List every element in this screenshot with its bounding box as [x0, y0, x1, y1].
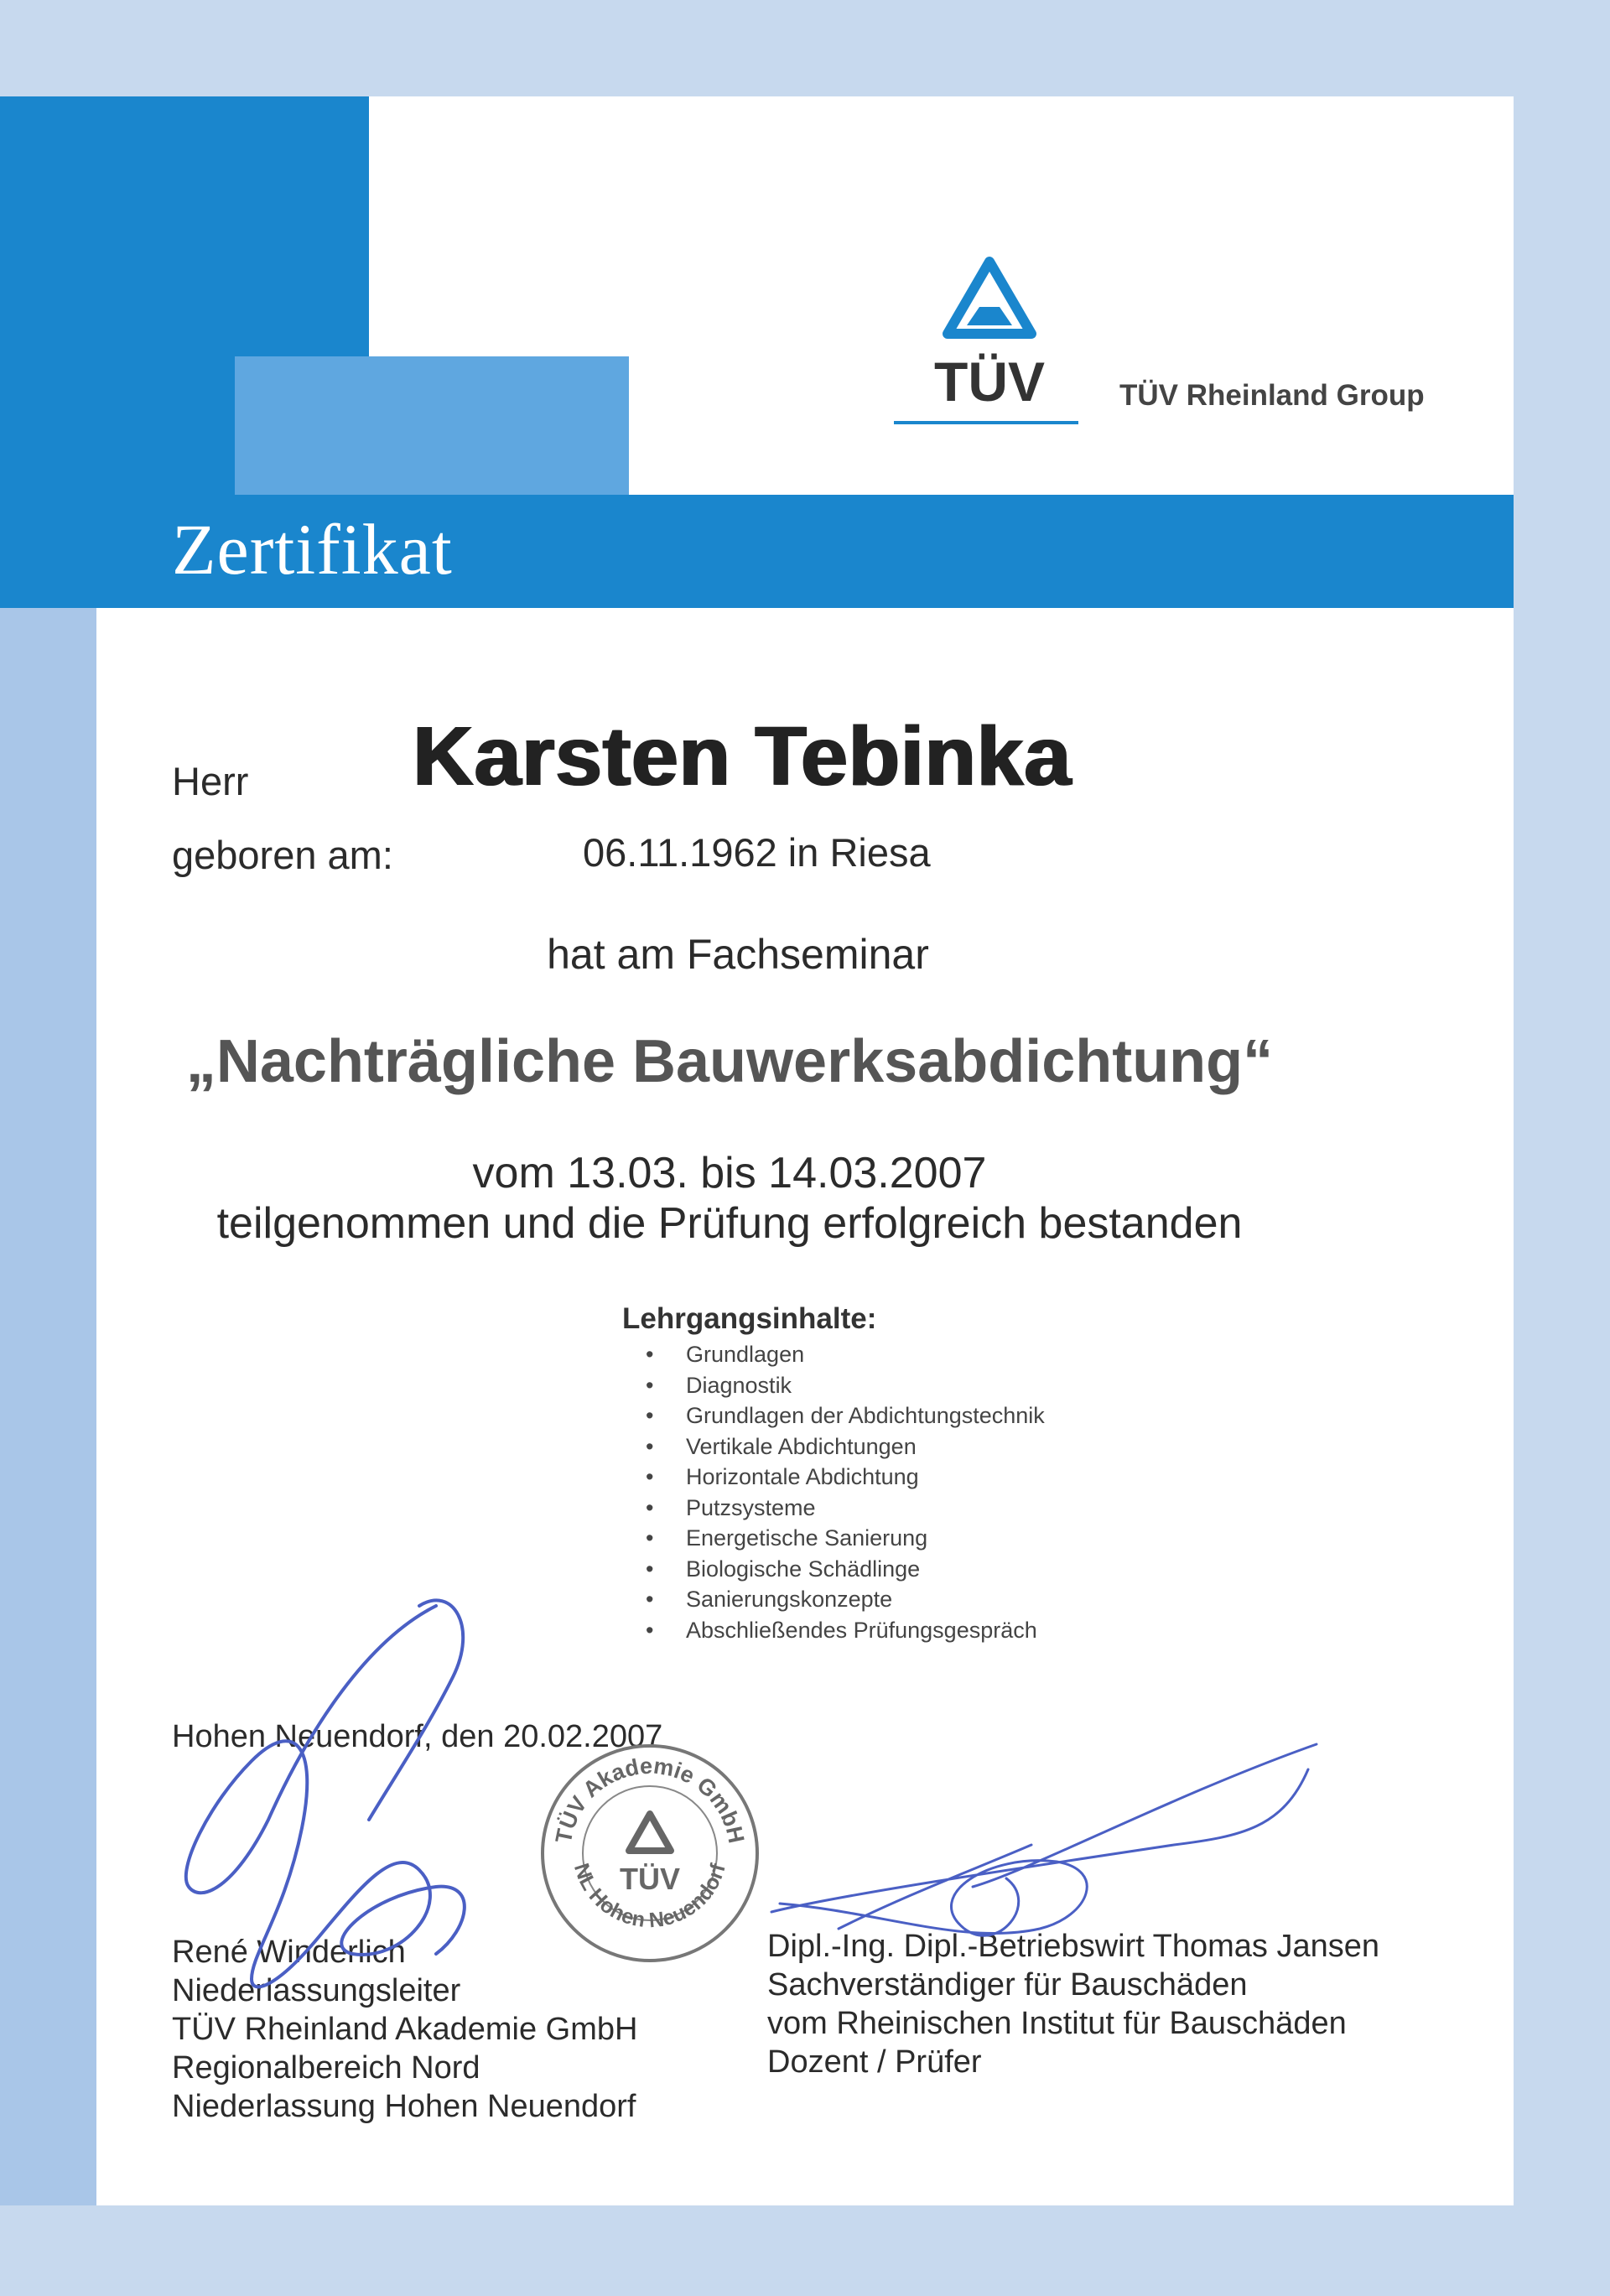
list-item: • Abschließendes Prüfungsgespräch — [646, 1615, 1233, 1646]
signatory-left-line: Regionalbereich Nord — [172, 2050, 480, 2086]
signatory-left-line: Niederlassungsleiter — [172, 1973, 461, 2008]
signatory-left-line: René Winderlich — [172, 1935, 406, 1970]
list-item: • Diagnostik — [646, 1370, 1233, 1401]
signatory-right-line: Dozent / Prüfer — [767, 2044, 982, 2080]
result-statement: teilgenommen und die Prüfung erfolgreich bestanden — [216, 1199, 1243, 1248]
stamp-seal-icon — [537, 1740, 763, 1966]
born-value: 06.11.1962 in Riesa — [583, 830, 931, 875]
tuv-triangle-icon — [889, 252, 1090, 428]
list-item: • Sanierungskonzepte — [646, 1584, 1233, 1615]
tuv-wordmark: TÜV — [934, 351, 1045, 413]
born-label: geboren am: — [172, 833, 393, 877]
salutation: Herr — [172, 759, 249, 803]
signatory-right-line: vom Rheinischen Institut für Bauschäden — [767, 2006, 1347, 2041]
recipient-name: Karsten Tebinka — [413, 709, 1072, 803]
seminar-title: „Nachträgliche Bauwerksabdichtung“ — [185, 1028, 1274, 1095]
list-item: • Grundlagen der Abdichtungstechnik — [646, 1400, 1233, 1431]
stamp-bottom-text: NL Hohen Neuendorf — [569, 1860, 730, 1933]
signatory-right — [767, 1927, 1379, 2081]
list-item: • Horizontale Abdichtung — [646, 1462, 1233, 1493]
list-item: • Vertikale Abdichtungen — [646, 1431, 1233, 1462]
svg-text:TÜV Akademie GmbH — [551, 1753, 750, 1846]
list-item: • Energetische Sanierung — [646, 1523, 1233, 1554]
light-blue-square — [235, 356, 629, 503]
stamp-wordmark: TÜV — [620, 1862, 680, 1896]
contents-list — [646, 1339, 1233, 1645]
group-name: TÜV Rheinland Group — [1119, 379, 1425, 412]
seminar-intro: hat am Fachseminar — [547, 931, 929, 978]
official-stamp — [537, 1740, 763, 1966]
stamp-top-text: TÜV Akademie GmbH — [550, 1753, 750, 1846]
signatory-left-line: Niederlassung Hohen Neuendorf — [172, 2089, 636, 2124]
signatory-left-line: TÜV Rheinland Akademie GmbH — [172, 2012, 638, 2047]
list-item: • Biologische Schädlinge — [646, 1554, 1233, 1585]
certificate-title: Zertifikat — [172, 509, 453, 590]
signatory-right-line: Dipl.-Ing. Dipl.-Betriebswirt Thomas Jansen — [767, 1929, 1380, 1964]
contents-heading: Lehrgangsinhalte: — [622, 1302, 877, 1335]
signatory-right-line: Sachverständiger für Bauschäden — [767, 1967, 1248, 2003]
list-item: • Putzsysteme — [646, 1493, 1233, 1524]
place-date: Hohen Neuendorf, den 20.02.2007 — [172, 1719, 663, 1754]
seminar-dates: vom 13.03. bis 14.03.2007 — [472, 1149, 987, 1197]
list-item: • Grundlagen — [646, 1339, 1233, 1370]
tuv-logo — [889, 252, 1090, 428]
